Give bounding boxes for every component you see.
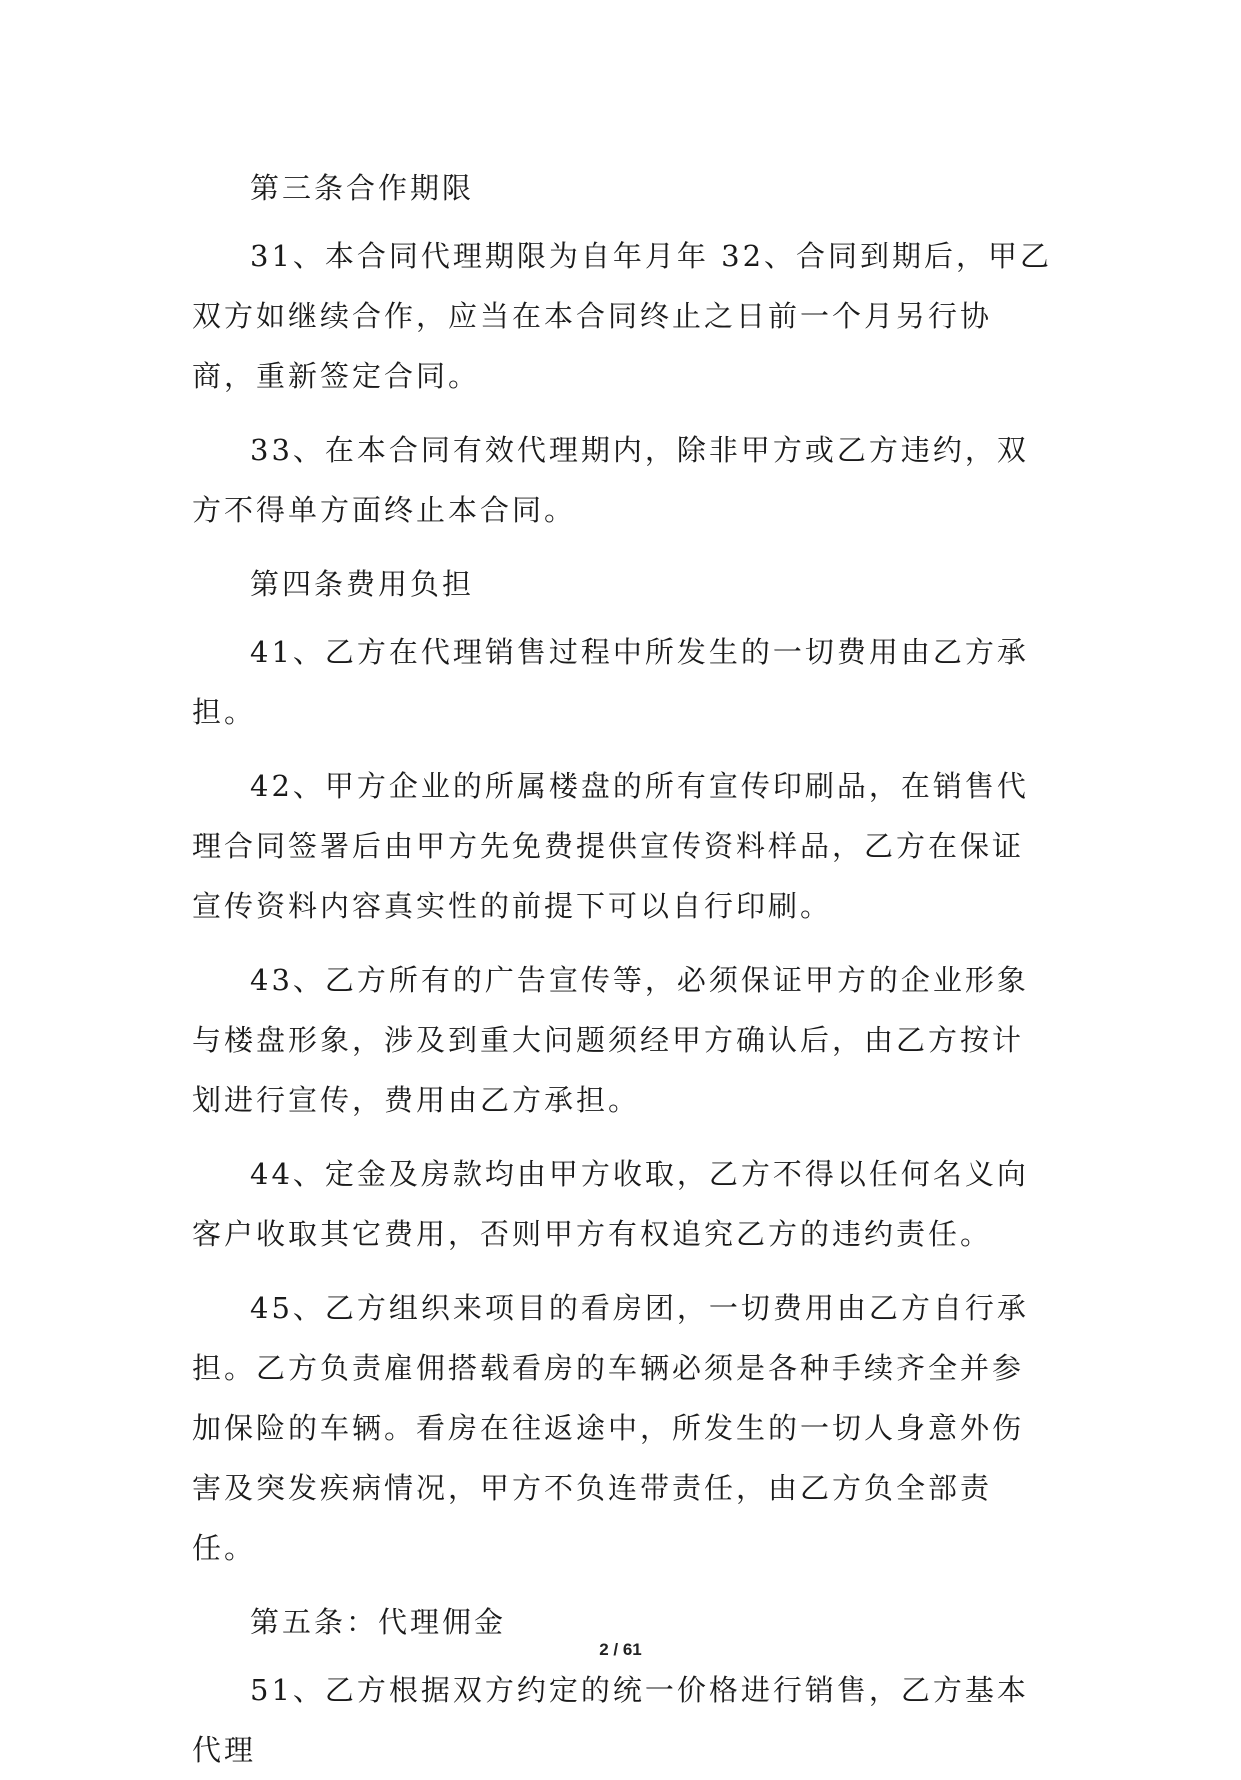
section-heading-3: 第三条合作期限 [250, 171, 475, 205]
clause-51: 51、乙方根据双方约定的统一价格进行销售，乙方基本代理 [192, 1673, 1029, 1767]
section-heading-4: 第四条费用负担 [250, 567, 475, 601]
clause-45: 45、乙方组织来项目的看房团，一切费用由乙方自行承担。乙方负责雇佣搭载看房的车辆必须是各种手续齐全并参加保险的车辆。看房在往返途中，所发生的一切人身意外伤害及突发疾病情况，甲方不负连带责任，由乙方负全部责任。 [192, 1291, 1029, 1565]
document-body [192, 158, 1054, 1780]
clause-44: 44、定金及房款均由甲方收取，乙方不得以任何名义向客户收取其它费用，否则甲方有权追究乙方的违约责任。 [192, 1157, 1029, 1251]
page-number: 2 / 61 [599, 1640, 642, 1659]
clause-43: 43、乙方所有的广告宣传等，必须保证甲方的企业形象与楼盘形象，涉及到重大问题须经甲方确认后，由乙方按计划进行宣传，费用由乙方承担。 [192, 963, 1029, 1117]
clause-42: 42、甲方企业的所属楼盘的所有宣传印刷品，在销售代理合同签署后由甲方先免费提供宣传资料样品，乙方在保证宣传资料内容真实性的前提下可以自行印刷。 [192, 769, 1029, 923]
clause-41: 41、乙方在代理销售过程中所发生的一切费用由乙方承担。 [192, 635, 1029, 729]
section-heading-5: 第五条：代理佣金 [250, 1605, 507, 1639]
clause-33: 33、在本合同有效代理期内，除非甲方或乙方违约，双方不得单方面终止本合同。 [192, 433, 1029, 527]
clause-31-32: 31、本合同代理期限为自年月年 32、合同到期后，甲乙双方如继续合作，应当在本合同终止之日前一个月另行协商，重新签定合同。 [192, 239, 1053, 393]
